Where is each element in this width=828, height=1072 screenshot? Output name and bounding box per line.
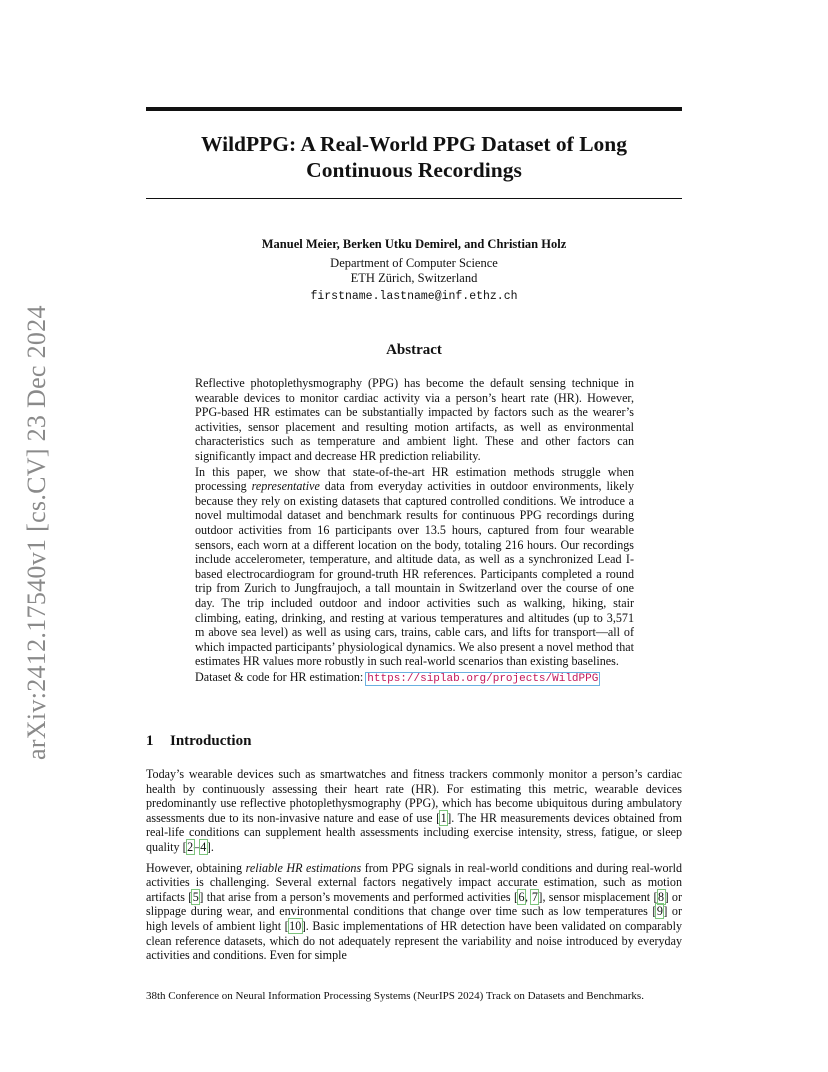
intro-text: . <box>210 839 214 854</box>
citation-range-separator: – <box>193 839 200 854</box>
author-email: firstname.lastname@inf.ethz.ch <box>310 290 518 303</box>
abstract-p2-text-a: In this paper, we show that state-of-the-art HR estimation methods struggle when processing <box>195 464 634 494</box>
citation-list-separator: , <box>525 889 532 904</box>
arxiv-identifier: arXiv:2412.17540v1 [cs.CV] 23 Dec 2024 <box>22 305 51 760</box>
citation-link[interactable]: 5 <box>192 889 199 904</box>
section-number: 1 <box>146 733 154 749</box>
citation-link[interactable]: 1 <box>440 810 447 825</box>
intro-text: However, obtaining <box>146 860 246 875</box>
citation-link[interactable]: 10 <box>289 918 302 933</box>
intro-paragraph-1: Today’s wearable devices such as smartwatches and fitness trackers commonly monitor a person’s cardiac health by continuously assessing their heart rate (HR). For estimating this metric, wearable devices predominantly use reflective photoplethysmography (PPG), which has become ubiquitous during ambulatory assessments due to its non-invasive nature and ease of use [1]. The HR measurements devices obtained from real-life conditions can supplement health assessments including exercise intensity, stress, fatigue, or sleep quality [2–4]. <box>146 767 682 854</box>
introduction-body <box>146 767 682 963</box>
abstract-body <box>195 376 634 686</box>
title-line-1: WildPPG: A Real-World PPG Dataset of Long <box>200 132 627 156</box>
section-title: Introduction <box>170 733 252 749</box>
citation-link[interactable]: 6 <box>518 889 525 904</box>
intro-text: . Basic implementations of HR detection have been validated on comparably clean reference datasets, which do not adequately represent the variability and noise introduced by everyday activities and conditions. Even for simple <box>146 918 682 963</box>
intro-text: from PPG signals in real-world conditions and during real-world activities is challenging. Several external factors negatively impact accurate estimation, such as motion artifacts <box>146 860 682 904</box>
abstract-heading: Abstract <box>386 342 442 358</box>
abstract-paragraph-1: Reflective photoplethysmography (PPG) has become the default sensing technique in wearable devices to monitor cardiac activity via a person’s heart rate (HR). However, PPG-based HR estimates can be substantially impacted by factors such as the wearer’s activities, sensor placement and resulting motion artifacts, as well as environmental characteristics such as temperature and ambient light. These and other factors can significantly impact and decrease HR prediction reliability. <box>195 376 634 463</box>
author-list: Manuel Meier, Berken Utku Demirel, and Christian Holz <box>261 237 567 251</box>
intro-emphasis: reliable HR estimations <box>245 860 362 875</box>
intro-text: or high levels of ambient light <box>146 904 682 933</box>
citation-link[interactable]: 2 <box>187 839 194 854</box>
citation-link[interactable]: 9 <box>656 904 663 919</box>
title-bottom-rule <box>146 198 682 199</box>
abstract-p2-text-b: data from everyday activities in outdoor environments, likely because they rely on existing datasets that captured controlled conditions. We introduce a novel multimodal dataset and benchmark results for continuous PPG recordings during outdoor activities from 16 participants over 13.5 hours, captured from four wearable sensors, each worn at a different location on the body, totaling 216 hours. Our recordings include accelerometer, temperature, and altitude data, as well as a synchronized Lead I-based electrocardiogram for ground-truth HR references. Participants completed a round trip from Zurich to Jungfraujoch, a tall mountain in Switzerland over the course of one day. The trip included outdoor and indoor activities such as walking, hiking, stair climbing, eating, drinking, and resting at various temperatures and altitudes (up to 3,571 m above sea level) as well as using cars, trains, cable cars, and lifts for transport—all of which impacted participants’ physiological dynamics. We also present a novel method that estimates HR values more robustly in such real-world scenarios than existing baselines. <box>195 479 634 669</box>
abstract-dataset-line <box>195 670 634 687</box>
section-heading-introduction <box>146 733 251 750</box>
intro-text: . The HR measurements devices obtained from real-life conditions can supplement health assessments including exercise intensity, stress, fatigue, or sleep quality <box>146 810 682 854</box>
paper-title <box>146 131 682 183</box>
intro-text: Today’s wearable devices such as smartwatches and fitness trackers commonly monitor a person’s cardiac health by continuously assessing their heart rate (HR). For estimating this metric, wearable devices predominantly use reflective photoplethysmography (PPG), which has become ubiquitous during ambulatory assessments due to its non-invasive nature and ease of use <box>146 767 682 825</box>
title-top-rule <box>146 107 682 111</box>
abstract-paragraph-2 <box>195 465 634 669</box>
intro-text: , sensor misplacement <box>542 889 654 904</box>
conference-footer: 38th Conference on Neural Information Processing Systems (NeurIPS 2024) Track on Datasets and Benchmarks. <box>146 990 644 1002</box>
intro-text: that arise from a person’s movements and performed activities <box>203 889 514 904</box>
title-line-2: Continuous Recordings <box>306 158 522 182</box>
citation-link[interactable]: 7 <box>531 889 538 904</box>
affiliation-institution: ETH Zürich, Switzerland <box>350 271 478 285</box>
intro-paragraph-2: However, obtaining reliable HR estimations from PPG signals in real-world conditions and during real-world activities is challenging. Several external factors negatively impact accurate estimation, such as motion artifacts [5] that arise from a person’s movements and performed activities [6, 7], sensor misplacement [8] or slippage during wear, and environmental conditions that change over time such as low temperatures [9] or high levels of ambient light [10]. Basic implementations of HR detection have been validated on comparably clean reference datasets, which do not adequately represent the variability and noise introduced by everyday activities and conditions. Even for simple <box>146 860 682 963</box>
intro-text: or slippage during wear, and environmental conditions that change over time such as low temperatures <box>146 889 682 919</box>
dataset-link[interactable]: https://siplab.org/projects/WildPPG <box>367 672 599 685</box>
citation-link[interactable]: 8 <box>658 889 665 904</box>
abstract-emphasis: representative <box>251 479 320 494</box>
dataset-label: Dataset & code for HR estimation: <box>195 669 367 684</box>
citation-link[interactable]: 4 <box>200 839 207 854</box>
affiliation-department: Department of Computer Science <box>330 256 498 270</box>
